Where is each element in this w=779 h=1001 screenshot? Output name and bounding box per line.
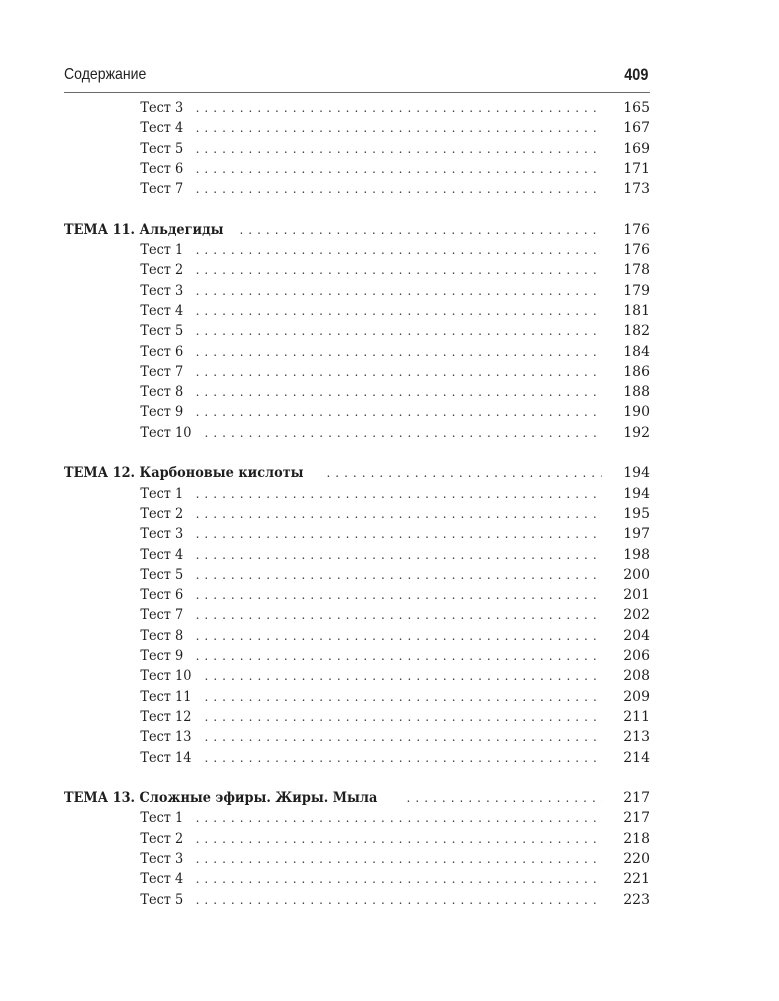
section-gap — [64, 199, 650, 219]
toc-entry[interactable] — [64, 666, 650, 686]
toc-entry-page: 178 — [623, 262, 650, 279]
dot-leader — [196, 484, 602, 504]
dot-leader — [196, 362, 602, 382]
toc-entry-label: Тест 2 — [140, 505, 184, 522]
toc-entry[interactable] — [64, 646, 650, 666]
toc-entry-label: Тест 3 — [140, 282, 184, 299]
toc-entry-page: 197 — [623, 526, 650, 543]
toc-entry-page: 218 — [623, 830, 650, 847]
dot-leader — [196, 605, 602, 625]
toc-entry-page: 217 — [623, 790, 650, 807]
dot-leader — [196, 179, 602, 199]
dot-leader — [196, 849, 602, 869]
toc-entry-label: Тест 2 — [140, 830, 184, 847]
topic-title: Карбоновые кислоты — [139, 465, 304, 482]
toc-entry-label: Тест 10 — [140, 424, 192, 441]
toc-entry[interactable] — [64, 342, 650, 362]
toc-entry-page: 179 — [623, 282, 650, 299]
toc-entry[interactable] — [64, 849, 650, 869]
toc-entry[interactable] — [64, 484, 650, 504]
toc-entry-label: Тест 12 — [140, 708, 192, 725]
topic-title: Сложные эфиры. Жиры. Мыла — [139, 790, 378, 807]
toc-entry[interactable] — [64, 179, 650, 199]
toc-entry-label: Тест 5 — [140, 891, 184, 908]
header-page-number: 409 — [623, 65, 648, 84]
toc-entry[interactable] — [64, 869, 650, 889]
toc-entry[interactable] — [64, 98, 650, 118]
dot-leader — [407, 788, 602, 808]
section-gap — [64, 768, 650, 788]
toc-entry-page: 214 — [623, 749, 650, 766]
toc-topic-13[interactable] — [64, 788, 650, 808]
toc-entry[interactable] — [64, 139, 650, 159]
dot-leader — [196, 342, 602, 362]
toc-entry[interactable] — [64, 382, 650, 402]
dot-leader — [196, 869, 602, 889]
toc-entry-label: Тест 1 — [140, 485, 184, 502]
dot-leader — [196, 646, 602, 666]
toc-entry[interactable] — [64, 281, 650, 301]
toc-entry-page: 176 — [623, 242, 650, 259]
toc-entry[interactable] — [64, 240, 650, 260]
dot-leader — [196, 626, 602, 646]
dot-leader — [196, 98, 602, 118]
toc-entry-page: 208 — [623, 668, 650, 685]
dot-leader — [196, 301, 602, 321]
toc-entry-page: 186 — [623, 363, 650, 380]
toc-entry[interactable] — [64, 118, 650, 138]
toc-entry-label: Тест 4 — [140, 302, 184, 319]
toc-entry[interactable] — [64, 829, 650, 849]
toc-entry[interactable] — [64, 585, 650, 605]
toc-entry[interactable] — [64, 808, 650, 828]
toc-entry-page: 221 — [623, 871, 650, 888]
dot-leader — [196, 240, 602, 260]
toc-entry-page: 213 — [623, 729, 650, 746]
toc-entry[interactable] — [64, 565, 650, 585]
toc-entry-page: 209 — [623, 688, 650, 705]
dot-leader — [196, 260, 602, 280]
toc-entry-page: 173 — [623, 181, 650, 198]
toc-entry-page: 201 — [623, 587, 650, 604]
toc-entry[interactable] — [64, 524, 650, 544]
toc-entry[interactable] — [64, 748, 650, 768]
topic-prefix: ТЕМА 13. — [64, 790, 136, 807]
toc-entry-page: 223 — [623, 891, 650, 908]
toc-entry[interactable] — [64, 545, 650, 565]
dot-leader — [204, 423, 602, 443]
toc-entry-page: 169 — [623, 140, 650, 157]
topic-prefix: ТЕМА 12. — [64, 465, 136, 482]
dot-leader — [196, 524, 602, 544]
dot-leader — [196, 281, 602, 301]
running-header — [64, 62, 650, 93]
toc-entry[interactable] — [64, 504, 650, 524]
toc-entry-label: Тест 9 — [140, 404, 184, 421]
toc-entry-label: Тест 4 — [140, 120, 184, 137]
toc-entry-label: Тест 7 — [140, 181, 184, 198]
toc-entry[interactable] — [64, 402, 650, 422]
toc-entry-page: 176 — [623, 221, 650, 238]
dot-leader — [326, 463, 602, 483]
toc-entry-page: 217 — [623, 810, 650, 827]
toc-entry[interactable] — [64, 626, 650, 646]
toc-entry[interactable] — [64, 727, 650, 747]
toc-entry-page: 190 — [623, 404, 650, 421]
dot-leader — [196, 545, 602, 565]
toc-entry-label: Тест 6 — [140, 160, 184, 177]
toc-entry-page: 194 — [623, 485, 650, 502]
dot-leader — [196, 565, 602, 585]
toc-entry-label: Тест 8 — [140, 384, 184, 401]
toc-entry-label: Тест 13 — [140, 729, 192, 746]
toc-entry[interactable] — [64, 605, 650, 625]
toc-entry[interactable] — [64, 260, 650, 280]
toc-entry[interactable] — [64, 362, 650, 382]
toc-entry-page: 192 — [623, 424, 650, 441]
toc-entry-page: 182 — [623, 323, 650, 340]
dot-leader — [196, 321, 602, 341]
toc-topic-11[interactable] — [64, 220, 650, 240]
toc-entry-page: 211 — [623, 708, 650, 725]
toc-entry-label: Тест 3 — [140, 850, 184, 867]
toc-entry-label: Тест 6 — [140, 587, 184, 604]
header-title: Содержание — [64, 66, 147, 83]
dot-leader — [196, 504, 602, 524]
toc-entry-page: 198 — [623, 546, 650, 563]
dot-leader — [196, 890, 602, 910]
dot-leader — [239, 220, 602, 240]
toc-entry-label: Тест 5 — [140, 140, 184, 157]
toc-entry-label: Тест 5 — [140, 566, 184, 583]
toc-entry-page: 194 — [623, 465, 650, 482]
toc-entry-page: 206 — [623, 648, 650, 665]
toc-entry[interactable] — [64, 707, 650, 727]
toc-entry-label: Тест 1 — [140, 242, 184, 259]
toc-entry-page: 204 — [623, 627, 650, 644]
toc-entry-page: 167 — [623, 120, 650, 137]
toc-entry-label: Тест 2 — [140, 262, 184, 279]
dot-leader — [196, 585, 602, 605]
section-gap — [64, 443, 650, 463]
toc-entry-label: Тест 11 — [140, 688, 192, 705]
toc-entry-page: 165 — [623, 100, 650, 116]
toc-entry-label: Тест 1 — [140, 810, 184, 827]
toc-entry-label: Тест 6 — [140, 343, 184, 360]
toc-entry-label: Тест 9 — [140, 648, 184, 665]
topic-prefix: ТЕМА 11. — [64, 221, 136, 238]
table-of-contents — [64, 98, 650, 910]
dot-leader — [196, 159, 602, 179]
toc-entry-page: 171 — [623, 160, 650, 177]
toc-entry[interactable] — [64, 890, 650, 910]
toc-topic-12[interactable] — [64, 463, 650, 483]
toc-entry-page: 195 — [623, 505, 650, 522]
dot-leader — [196, 829, 602, 849]
toc-entry[interactable] — [64, 687, 650, 707]
dot-leader — [196, 382, 602, 402]
toc-entry-label: Тест 4 — [140, 546, 184, 563]
dot-leader — [196, 808, 602, 828]
dot-leader — [204, 687, 602, 707]
toc-entry-label: Тест 4 — [140, 871, 184, 888]
toc-entry-page: 220 — [623, 850, 650, 867]
toc-entry-page: 202 — [623, 607, 650, 624]
dot-leader — [204, 707, 602, 727]
dot-leader — [204, 666, 602, 686]
toc-entry-label: Тест 5 — [140, 323, 184, 340]
toc-entry-label: Тест 3 — [140, 100, 184, 116]
toc-entry[interactable] — [64, 159, 650, 179]
toc-entry[interactable] — [64, 321, 650, 341]
toc-entry[interactable] — [64, 423, 650, 443]
toc-entry-label: Тест 7 — [140, 607, 184, 624]
toc-entry[interactable] — [64, 301, 650, 321]
toc-entry-label: Тест 14 — [140, 749, 192, 766]
toc-entry-label: Тест 10 — [140, 668, 192, 685]
toc-entry-label: Тест 8 — [140, 627, 184, 644]
toc-entry-label: Тест 7 — [140, 363, 184, 380]
dot-leader — [204, 748, 602, 768]
dot-leader — [196, 402, 602, 422]
toc-entry-page: 184 — [623, 343, 650, 360]
dot-leader — [196, 139, 602, 159]
toc-entry-label: Тест 3 — [140, 526, 184, 543]
dot-leader — [204, 727, 602, 747]
toc-entry-page: 200 — [623, 566, 650, 583]
toc-entry-page: 181 — [623, 302, 650, 319]
topic-title: Альдегиды — [139, 221, 224, 238]
toc-entry-page: 188 — [623, 384, 650, 401]
dot-leader — [196, 118, 602, 138]
